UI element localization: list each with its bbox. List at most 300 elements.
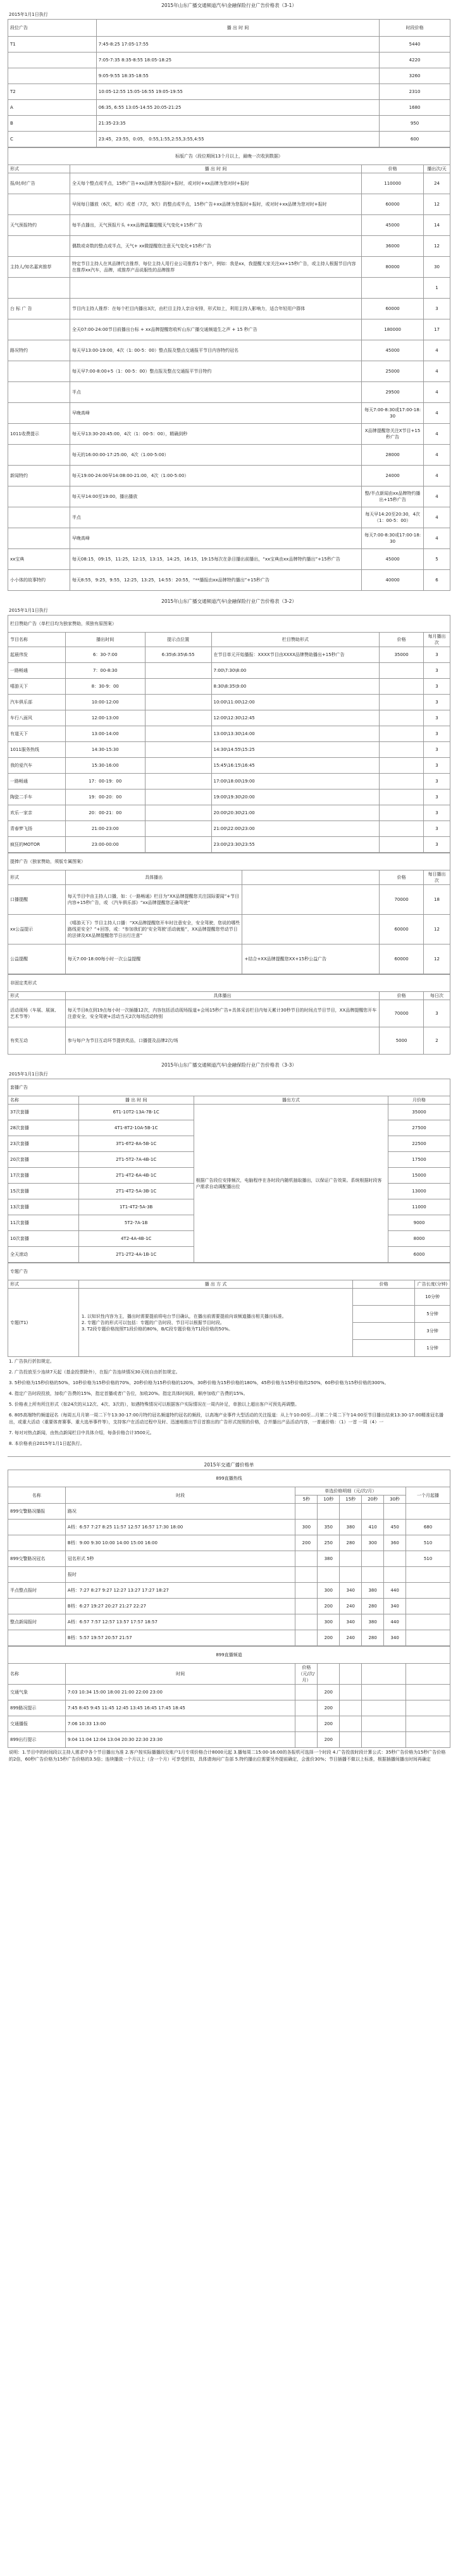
table-cell: 播 出 时 间 [78,1096,194,1105]
table-row [8,236,450,257]
table-cell: 340 [384,1630,406,1646]
table-cell: 24 [424,173,450,194]
table-cell: 全天滚动 [8,1247,79,1263]
table-header: 播 出 时 间 [70,165,361,173]
table-cell: 7:03 10:34 15:00 18:00 21:00 22:00 23:00 [65,1685,295,1700]
table-row [8,278,450,299]
table-cell: 月价格 [388,1096,450,1105]
table-cell [295,1551,318,1567]
table-row [8,885,450,915]
table-cell: 每天的16:00:00-17:25:00，4次（1:00-5:00） [70,445,361,466]
table-cell: A档：6:57 7:57 12:57 13:57 17:57 18:57 [65,1614,295,1630]
table-cell: 27500 [388,1120,450,1136]
table-cell: 28000 [362,445,424,466]
table-cell: 每天早13:30-20:45:00，4次（1：00-5：00），精确到秒 [70,424,361,445]
section-title: 2015年交通广播价格单 [204,1462,254,1468]
table-cell [340,1716,362,1732]
table-caption: 栏目赞助广告（单栏目均为独家赞助，须独有原图案） [8,616,450,633]
table-row [8,53,450,68]
table-cell [8,68,97,84]
table-cell: 17 [424,319,450,340]
table-cell: 路况 [65,1504,295,1520]
table-cell: 3 [424,790,450,805]
table-cell: 汽车俱乐部 [8,695,66,710]
table-cell: C [8,132,97,147]
table-row [8,1700,450,1716]
table-cell: 价格 [380,870,424,885]
table-cell: 每天早14:00至19:00，播出播放 [70,486,361,507]
table-row [8,1599,450,1614]
table-cell: 价格 [380,633,424,647]
table-cell: 具体播出 [65,870,242,885]
table-cell: 380 [340,1520,362,1535]
table-cell: 播 出 方 式 [78,1280,352,1289]
table-cell [406,1567,450,1583]
table-header: 价格 [362,165,424,173]
table-cell [145,837,211,853]
table-cell: 15:45\16:15\16:45 [211,758,380,774]
table-cell: 形式 [8,1280,79,1289]
table-cell: 每天8:55，9:25，9:55，12:25，13:25，14:55：20:55，“**播报由xx品牌特约播出”+15秒广告 [70,570,361,591]
table-cell: 3 [424,742,450,758]
table-cell: 340 [384,1599,406,1614]
table-cell: 10秒 [318,1495,340,1504]
table-cell: 600 [380,132,450,147]
table-cell: 21:00-23:00 [65,821,145,837]
table-row [8,1630,450,1646]
table-cell [8,361,70,382]
table-cell [295,1567,318,1583]
table-cell [8,1599,66,1614]
note-item: 6. 805高端特约频道冠名（每周五月月第一周二下午13:30-17:00月特约冠名频道特约冠名的频段，以高端产业事件大型活动的关注报道：从上午10:00至...月第二个周二下午14:00至节目播出结束13:30-17:00精准冠名播出，或重大活动（重要体育赛事、重大选举事件等），支持客户在活动过程中及时、迅速地推出节目首推出的广告形式按照的价格，合并播出产品活动内容，一普通价格：（1）一首 一周（4）一 [9,1413,444,1425]
table-cell: 2 [424,1027,450,1055]
table-cell: 4 [424,528,450,549]
table-cell: 380 [362,1614,384,1630]
table-cell: 9:04 11:04 12:04 13:04 20:30 22:30 23:30 [65,1732,295,1748]
table-cell [295,1583,318,1599]
table-cell: 60000 [380,915,424,944]
table-cell: 4220 [380,53,450,68]
table-header: 时段 [65,1487,295,1504]
table-cell: 3 [424,837,450,853]
table-cell: 19：00-20：00 [65,790,145,805]
table-cell: 交通播报 [8,1716,66,1732]
table-cell [8,528,70,549]
table-cell [406,1614,450,1630]
table-cell: 17500 [388,1152,450,1168]
table-cell: 180000 [362,319,424,340]
table-cell: 根据广告段位安排频次，电脑程序在各时段内随机抽取播出，以保证广告效果。系统根据时段客户需求自动调配播出位 [194,1105,388,1263]
table-cell: 60000 [380,944,424,974]
table-cell: 12 [424,194,450,215]
table-cell: 形式 [8,870,66,885]
table-cell [8,1520,66,1535]
table-row [8,679,450,695]
table-row [8,116,450,132]
table-cell: 13:00\13:30\14:00 [211,726,380,742]
table-cell: 7：00-8:30 [65,663,145,679]
feature-table [8,1263,450,1357]
table-cell: 活动现场（车展、展演、艺术节等） [8,1000,66,1027]
table-cell: 主持人/知名嘉宾推荐 [8,257,70,278]
table-cell: 17:00\18:00\19:00 [211,774,380,790]
table-cell [380,679,424,695]
table-cell: 3 [424,1000,450,1027]
document-page [8,0,450,1778]
table-cell: 10:00-12:00 [65,695,145,710]
table-caption: 提捧广告（独家赞助，须版专属图案） [8,853,450,870]
table-cell: 节目名称 [8,633,66,647]
table-cell: 1 [424,278,450,299]
table-row [8,1551,450,1567]
table-cell: 5T2-7A-1B [78,1215,194,1231]
table-row [8,549,450,570]
table-cell: 早间每日播放（6次，8次）或者（7次，9次）的整点或半点，15秒广告+xx品牌为您报时+报时，或对时+xx品牌为您对时+报时 [70,194,361,215]
table-cell [8,319,70,340]
table-header: 形式 [8,165,70,173]
table-cell: 时间 [65,1664,295,1685]
table-cell [362,1664,406,1685]
table-cell: T1 [8,37,97,53]
table-cell: 新闻特约 [8,466,70,486]
table-cell: 23:45，23:55，0:05， 0:55,1:55,2:55,3:55,4:55 [96,132,379,147]
table-cell [340,1664,362,1685]
table-cell: X品牌提醒您关注X节目+15秒广告 [362,424,424,445]
table-cell: 200 [318,1732,340,1748]
table-cell: 在节目单元开始播报：XXXX节目由XXXX品牌赞助播出+15秒广告 [211,647,380,663]
table-cell: 23次套播 [8,1136,79,1152]
table-row [8,821,450,837]
table-cell: 280 [340,1535,362,1551]
table-cell [145,679,211,695]
table-cell [145,821,211,837]
table-cell: 45000 [362,549,424,570]
table-cell: 380 [318,1551,340,1567]
table-cell: 参与每户为节目互动环节提供奖品，口播提及品牌2次/场 [65,1027,379,1055]
table-caption: 899直播频道 [8,1647,450,1664]
table-cell: 4 [424,340,450,361]
table-cell: 899交警路况冠名 [8,1551,66,1567]
table-row [8,758,450,774]
table-cell [8,236,70,257]
table-cell: +结合+XX品牌提醒您XX+15秒公益广告 [242,944,380,974]
table-cell: 3 [424,726,450,742]
table-cell: 交通气象 [8,1685,66,1700]
table-row [8,1027,450,1055]
table-cell: 3 [424,695,450,710]
table-cell [340,1567,362,1583]
table-cell: 200 [318,1685,340,1700]
table-cell: 15秒 [340,1495,362,1504]
table-header: 时段价格 [380,20,450,37]
table-cell: 6000 [388,1247,450,1263]
table-cell: 10:00\11:00\12:00 [211,695,380,710]
table-cell: 一路畅通 [8,774,66,790]
table-row [8,84,450,100]
table-cell [242,885,380,915]
table-cell: 80000 [362,257,424,278]
table-cell: 4 [424,361,450,382]
table-cell [353,1323,415,1340]
table-row [8,445,450,466]
table-cell: B [8,116,97,132]
table-cell: 价格（元/次/月） [295,1664,318,1685]
table-cell: 300 [318,1614,340,1630]
table-cell: 10次套播 [8,1231,79,1247]
table-cell: 半点整点报时 [8,1583,66,1599]
table-cell: 3T1-6T2-8A-5B-1C [78,1136,194,1152]
table-row [8,726,450,742]
table-cell [340,1700,362,1716]
table-cell: 20秒 [362,1495,384,1504]
table-cell: 200 [318,1599,340,1614]
table-cell: 440 [384,1583,406,1599]
table-row [8,944,450,974]
table-row [8,382,450,403]
table-cell: 播出时间 [65,633,145,647]
table-cell: 名称 [8,1664,66,1685]
table-row [8,403,450,424]
table-cell [8,194,70,215]
table-cell: 2T1-5T2-7A-4B-1C [78,1152,194,1168]
table-cell: 3 [424,663,450,679]
table-cell: 4 [424,382,450,403]
table-cell: B档：9:00 9:30 10:00 14:00 15:00 16:00 [65,1535,295,1551]
table-cell: 9000 [388,1215,450,1231]
traffic-price-list [8,1461,450,1766]
table-cell: 欢乐一家亲 [8,805,66,821]
table-cell: 19:00\19:30\20:00 [211,790,380,805]
table-row [8,361,450,382]
table-row [8,915,450,944]
table-cell [8,445,70,466]
table-cell: 60000 [362,299,424,319]
table-cell: 7:05-7:35 8:35-8:55 18:05-18:25 [96,53,379,68]
table-cell: 1011服务热线 [8,742,66,758]
table-cell: 280 [362,1630,384,1646]
table-cell [406,1599,450,1614]
table-cell: 整/半点新闻由xx品牌特约播出+15秒广告 [362,486,424,507]
table-cell [145,774,211,790]
table-cell [8,403,70,424]
table-row [8,486,450,507]
table-cell: 200 [295,1535,318,1551]
effective-date: 2015年1月1日执行 [9,608,48,613]
table-cell: 每天节目8点到19点每小时一次插播12次，内容包括活动现场报道+会场15秒广告+具体采访栏目内每天累计30秒节目的时间点节目节目，XX品牌提醒您开车注意安全，安全驾驶+活动当天2次每场活动特别 [65,1000,379,1027]
table-header: 一个月起播 [406,1487,450,1504]
table-cell [295,1504,318,1520]
table-cell: 3 [424,679,450,695]
table-cell: 70000 [380,885,424,915]
table-cell [384,1551,406,1567]
table-cell: 15次套播 [8,1184,79,1199]
table-cell [340,1685,362,1700]
table-cell: 360 [384,1535,406,1551]
table-row [8,299,450,319]
table-cell [353,1340,415,1357]
table-cell: 15:30-16:00 [65,758,145,774]
table-cell [406,1630,450,1646]
table-row [8,774,450,790]
rate-card-3-3 [8,1061,450,1450]
table-cell [406,1732,450,1748]
table-cell: 8:30\8:35\9:00 [211,679,380,695]
table-cell: 3 [424,805,450,821]
table-cell: 35000 [388,1105,450,1120]
table-cell: 22500 [388,1136,450,1152]
table-row [8,1105,450,1120]
table-cell: 一路畅通 [8,663,66,679]
table-cell: 栏目赞助形式 [211,633,380,647]
table-cell: 340 [340,1583,362,1599]
table-cell: 14 [424,215,450,236]
table-cell: 23:00\23:30\23:55 [211,837,380,853]
table-cell [353,1289,415,1306]
table-cell: 每半点播出，天气预报片头 +xx品牌温馨提醒天气变化+15秒广告 [70,215,361,236]
table-cell [384,1504,406,1520]
table-header: 播出次/天 [424,165,450,173]
table-cell: 35000 [380,647,424,663]
table-cell: 4 [424,403,450,424]
table-cell [340,1732,362,1748]
table-cell [318,1664,340,1685]
table-cell: 5秒 [295,1495,318,1504]
table-cell: 每天早7:00-8:00+5（1：00-5：00）整点报及整点交通报平节目特约 [70,361,361,382]
table-cell [318,1567,340,1583]
table-cell [145,790,211,805]
table-row [8,663,450,679]
table-cell [380,821,424,837]
table-row [8,570,450,591]
table-cell: 13:00-14:00 [65,726,145,742]
package-table [8,1079,450,1263]
note-item: 5. 价格表上所有所注形式（如24次的从12次、4次、3次的），如遇特殊情况可以根据客户实际情况在一周内补足，单独以上超出客户可预先再调整。 [9,1402,300,1407]
table-cell: 250 [318,1535,340,1551]
table-cell [145,726,211,742]
table-cell [380,837,424,853]
table-cell: 起晨伟发 [8,647,66,663]
table-header: 播 出 时 间 [96,20,379,37]
table-cell: 899出行提示 [8,1732,66,1748]
table-cell: 陶瓷二手车 [8,790,66,805]
table-cell: 价格 [353,1280,415,1289]
table-cell [362,1700,406,1716]
table-cell: B档：6:27 19:27 20:27 21:27 22:27 [65,1599,295,1614]
table-cell [380,758,424,774]
channel-table [8,1646,450,1748]
table-cell: 340 [340,1614,362,1630]
table-cell: 4T2-4A-4B-1C [78,1231,194,1247]
rate-card-3-2 [8,597,450,1055]
table-caption: 专题广告 [8,1263,450,1280]
table-cell [380,790,424,805]
table-cell: B档：5:57 19:57 20:57 21:57 [65,1630,295,1646]
table-cell [353,1306,415,1323]
table-cell: 2310 [380,84,450,100]
table-cell: 3 [424,710,450,726]
table-row [8,1685,450,1700]
table-row [8,257,450,278]
table-cell: 半点 [70,507,361,528]
table-cell: 每日播出次 [424,870,450,885]
table-cell: 350 [318,1520,340,1535]
table-row [8,319,450,340]
table-cell: 300 [295,1520,318,1535]
table-cell: 3 [424,774,450,790]
table-cell: 110000 [362,173,424,194]
table-row [8,1732,450,1748]
table-row [8,100,450,116]
table-cell: 14:30\14:55\15:25 [211,742,380,758]
table-cell: 200 [318,1630,340,1646]
table-row [8,742,450,758]
table-cell [406,1700,450,1716]
table-cell [362,278,424,299]
mention-table [8,853,450,974]
table-row [8,173,450,194]
table-cell: 5000 [380,1027,424,1055]
table-cell: 1011收费提示 [8,424,70,445]
table-caption: 899直播热线 [8,1470,450,1487]
table-cell: 06:35, 6:55 13:05-14:55 20:05-21:25 [96,100,379,116]
table-cell: 12:00-13:00 [65,710,145,726]
table-cell: 30 [424,257,450,278]
note-item: 8. 本价格表自2015年1月1日起执行。 [9,1441,85,1446]
table-cell: 450 [384,1520,406,1535]
table-cell: 8：30-9：00 [65,679,145,695]
table-cell: 40000 [362,570,424,591]
table-cell: 3分钟 [415,1323,450,1340]
table-cell: 4 [424,507,450,528]
table-cell: 播出方式 [194,1096,388,1105]
table-caption: 非固定类形式 [8,975,450,992]
table-row [8,790,450,805]
table-cell: 12:00\12:30\12:45 [211,710,380,726]
table-cell: 240 [340,1599,362,1614]
table-cell: 17：00-19：00 [65,774,145,790]
table-cell: 偶数或奇数的整点或半点，天气+ xx微提醒您注意天气变化+15秒广告 [70,236,361,257]
table-cell: 15000 [388,1168,450,1184]
table-cell [380,726,424,742]
table-cell [145,710,211,726]
notes-list [8,1357,450,1450]
table-cell: 5440 [380,37,450,53]
table-cell [380,805,424,821]
table-cell: 950 [380,116,450,132]
table-cell: 天气预报特约 [8,215,70,236]
table-cell: A档：6:57 7:27 8:25 11:57 12:57 16:57 17:30 18:00 [65,1520,295,1535]
table-cell: 10分钟 [415,1289,450,1306]
table-cell: 节目内主持人推荐：在每个栏目内播出3次，由栏目主持人亲自安排，形式如上，利用主持人影响力，适合年轻用户群体 [70,299,361,319]
table-cell [380,710,424,726]
table-cell [8,1630,66,1646]
table-cell: 报/时/时广告 [8,173,70,194]
table-cell: 410 [362,1520,384,1535]
table-cell: xx公益提示 [8,915,66,944]
table-cell [8,1567,66,1583]
note-item: 2. 广告投放至少连续7天起（基金投票除外），在报广告连续情况30天则自由折扣规定。 [9,1370,180,1375]
footnote: 说明：1.节目中的时间段以主持人需求中各个节目播出为准 2.客户按实际播播段及账户1月专项价格合计8000元起 3.播每周二15:00-16:00的各报机可选择一个时段 4.广告投放时段计算公式：35秒广告价格为15秒广告价格的2倍，60秒广告价格为15秒广告价格的3.5倍；连续播放一个月以上（含一个月）可享受折扣，具体请询问广告部 5.特约播出位需要另外提前确定，会涨价30%；节目插播不做以上标准，根据插播间播出时间再确定 [9,1750,446,1762]
table-cell [362,1716,406,1732]
table-cell: 7:45 8:45 9:45 11:45 12:45 13:45 16:45 17:45 18:45 [65,1700,295,1716]
rate-card-3-1 [8,1,450,591]
table-cell: 每天08:15，09:15，11:25，12:15，13:15，14:25，16:15，19:15每次在条目播出前播出，“xx宝典由xx品牌特约播出”+15秒广告 [70,549,361,570]
table-caption: 套播广告 [8,1079,450,1096]
section-title: 2015年山东广播交通频道汽车\金融保险行业广告价格表（3-3） [161,1062,297,1068]
effective-date: 2015年1月1日执行 [9,12,48,17]
table-cell: 全天每个整点或半点，15秒广告+xx品牌为您报时+报时，或对时+xx品牌为您对时+报时 [70,173,361,194]
table-cell [362,1685,406,1700]
